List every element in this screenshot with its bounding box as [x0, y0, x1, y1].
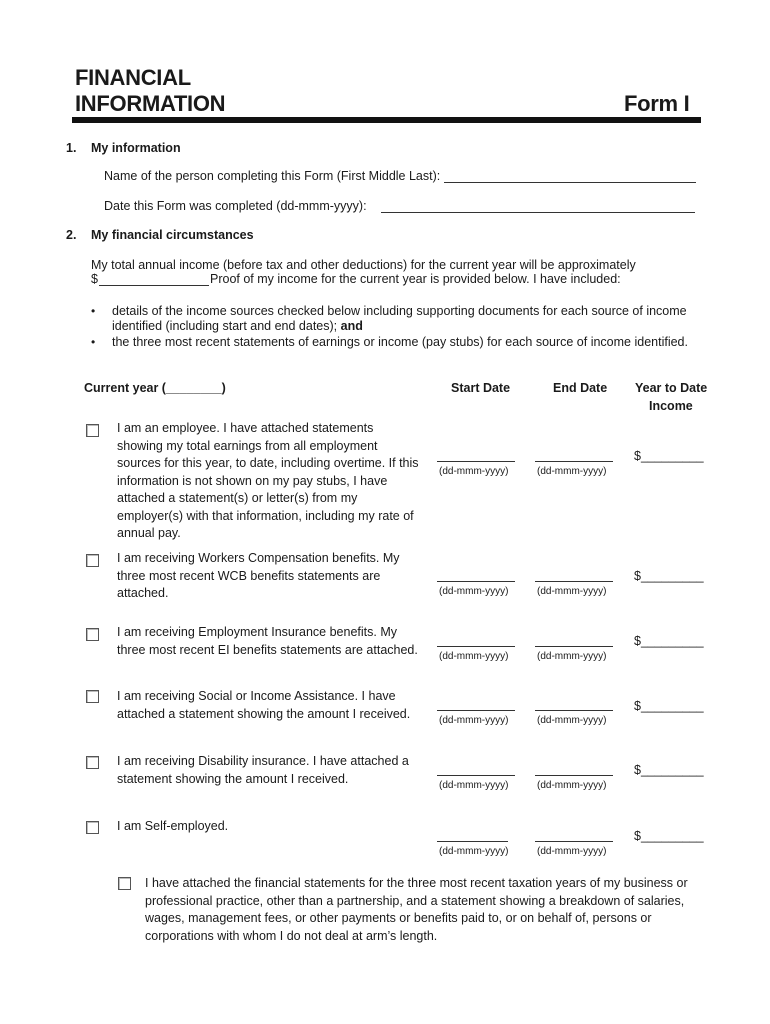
employee-checkbox[interactable]	[86, 424, 99, 437]
bullet-2-line1: the three most recent statements of earnings or income (pay stubs) for each source of income identified.	[112, 335, 688, 349]
wcb-line: I am receiving Workers Compensation benefits. My	[117, 551, 400, 565]
employee-line: annual pay.	[117, 526, 181, 540]
disability-checkbox[interactable]	[86, 756, 99, 769]
employee-end-date-hint: (dd-mmm-yyyy)	[537, 466, 607, 477]
date-field[interactable]	[381, 212, 695, 213]
wcb-end-date-field[interactable]	[535, 581, 613, 582]
ei-start-date-hint: (dd-mmm-yyyy)	[439, 651, 509, 662]
disability-start-date-hint: (dd-mmm-yyyy)	[439, 780, 509, 791]
ei-end-date-hint: (dd-mmm-yyyy)	[537, 651, 607, 662]
employee-line: I am an employee. I have attached statements	[117, 421, 374, 435]
social-assistance-description	[117, 688, 437, 723]
wcb-line: attached.	[117, 586, 169, 600]
wcb-end-date-hint: (dd-mmm-yyyy)	[537, 586, 607, 597]
social-assistance-ytd-field[interactable]: $_________	[634, 699, 704, 713]
ei-checkbox[interactable]	[86, 628, 99, 641]
social-assistance-line: I am receiving Social or Income Assistance. I have	[117, 689, 396, 703]
section2-number: 2.	[66, 228, 77, 242]
date-label: Date this Form was completed (dd-mmm-yyyy):	[104, 199, 367, 213]
self-employed-end-date-field[interactable]	[535, 841, 613, 842]
annual-income-field[interactable]	[99, 285, 209, 286]
disability-description	[117, 753, 437, 788]
bullet-1-line2	[112, 319, 363, 333]
employee-start-date-hint: (dd-mmm-yyyy)	[439, 466, 509, 477]
wcb-description	[117, 550, 427, 603]
wcb-ytd-field[interactable]: $_________	[634, 569, 704, 583]
social-assistance-end-date-field[interactable]	[535, 710, 613, 711]
header-rule	[72, 117, 701, 123]
section2-heading: My financial circumstances	[91, 228, 254, 242]
employee-line: attached a statement(s) or letter(s) from my	[117, 491, 358, 505]
disability-end-date-field[interactable]	[535, 775, 613, 776]
financial-statements-line: I have attached the financial statements for the three most recent taxation years of my business or	[145, 876, 688, 890]
employee-line: sources for this year, to date, including overtime. If this	[117, 456, 419, 470]
financial-statements-line: corporations with whom I do not deal at arm’s length.	[145, 928, 438, 943]
employee-line: showing my total earnings from all employment	[117, 438, 378, 453]
self-employed-checkbox[interactable]	[86, 821, 99, 834]
employee-start-date-field[interactable]	[437, 461, 515, 462]
social-assistance-start-date-field[interactable]	[437, 710, 515, 711]
employee-description	[117, 420, 427, 543]
income-dollar-sign: $	[91, 272, 98, 286]
disability-line: I am receiving Disability insurance. I have attached a	[117, 754, 409, 768]
self-employed-ytd-field[interactable]: $_________	[634, 829, 704, 843]
income-intro-line2: Proof of my income for the current year is provided below. I have included:	[210, 272, 621, 286]
social-assistance-start-date-hint: (dd-mmm-yyyy)	[439, 715, 509, 726]
self-employed-line: I am Self-employed.	[117, 819, 229, 833]
employee-end-date-field[interactable]	[535, 461, 613, 462]
employee-line: information is not shown on my pay stubs, I have	[117, 473, 388, 488]
ei-line: I am receiving Employment Insurance benefits. My	[117, 625, 397, 639]
end-date-header: End Date	[553, 381, 608, 395]
ytd-header-line1: Year to Date	[635, 381, 708, 395]
section1-number: 1.	[66, 141, 77, 155]
wcb-checkbox[interactable]	[86, 554, 99, 567]
ei-start-date-field[interactable]	[437, 646, 515, 647]
bullet-1-and: and	[340, 319, 363, 333]
name-field[interactable]	[444, 182, 696, 183]
page-title-line1: FINANCIAL	[75, 65, 191, 90]
bullet-1-line2-text: identified (including start and end dates);	[112, 319, 338, 333]
ei-line: three most recent EI benefits statements are attached.	[117, 642, 418, 657]
self-employed-start-date-hint: (dd-mmm-yyyy)	[439, 846, 509, 857]
bullet-1-line1: details of the income sources checked below including supporting documents for each source of income	[112, 304, 687, 318]
wcb-start-date-hint: (dd-mmm-yyyy)	[439, 586, 509, 597]
section1-heading: My information	[91, 141, 181, 155]
ei-ytd-field[interactable]: $_________	[634, 634, 704, 648]
ytd-header-line2: Income	[649, 399, 693, 413]
disability-end-date-hint: (dd-mmm-yyyy)	[537, 780, 607, 791]
ei-end-date-field[interactable]	[535, 646, 613, 647]
page-title-line2: INFORMATION	[75, 91, 226, 116]
financial-statements-checkbox[interactable]	[118, 877, 131, 890]
disability-start-date-field[interactable]	[437, 775, 515, 776]
bullet-2-marker: •	[91, 335, 96, 349]
current-year-label: Current year (________)	[84, 381, 226, 395]
social-assistance-checkbox[interactable]	[86, 690, 99, 703]
employee-ytd-field[interactable]: $_________	[634, 449, 704, 463]
financial-statements-line: wages, management fees, or other payments or benefits paid to, or on behalf of, persons or	[145, 911, 652, 925]
disability-line: statement showing the amount I received.	[117, 771, 349, 786]
start-date-header: Start Date	[451, 381, 511, 395]
self-employed-description	[117, 818, 417, 836]
financial-statements-line: professional practice, other than a partnership, and a statement showing a breakdown of salaries,	[145, 893, 685, 908]
disability-ytd-field[interactable]: $_________	[634, 763, 704, 777]
self-employed-start-date-field[interactable]	[437, 841, 508, 842]
social-assistance-end-date-hint: (dd-mmm-yyyy)	[537, 715, 607, 726]
form-label: Form I	[624, 91, 690, 116]
ei-description	[117, 624, 437, 659]
financial-statements-description	[145, 875, 725, 945]
self-employed-end-date-hint: (dd-mmm-yyyy)	[537, 846, 607, 857]
name-label: Name of the person completing this Form (First Middle Last):	[104, 169, 441, 183]
bullet-1-marker: •	[91, 304, 96, 318]
wcb-line: three most recent WCB benefits statements are	[117, 568, 381, 583]
social-assistance-line: attached a statement showing the amount I received.	[117, 706, 411, 721]
wcb-start-date-field[interactable]	[437, 581, 515, 582]
income-intro-line1: My total annual income (before tax and other deductions) for the current year will be approximately	[91, 258, 636, 272]
employee-line: employer(s) with that information, including my rate of	[117, 508, 414, 523]
